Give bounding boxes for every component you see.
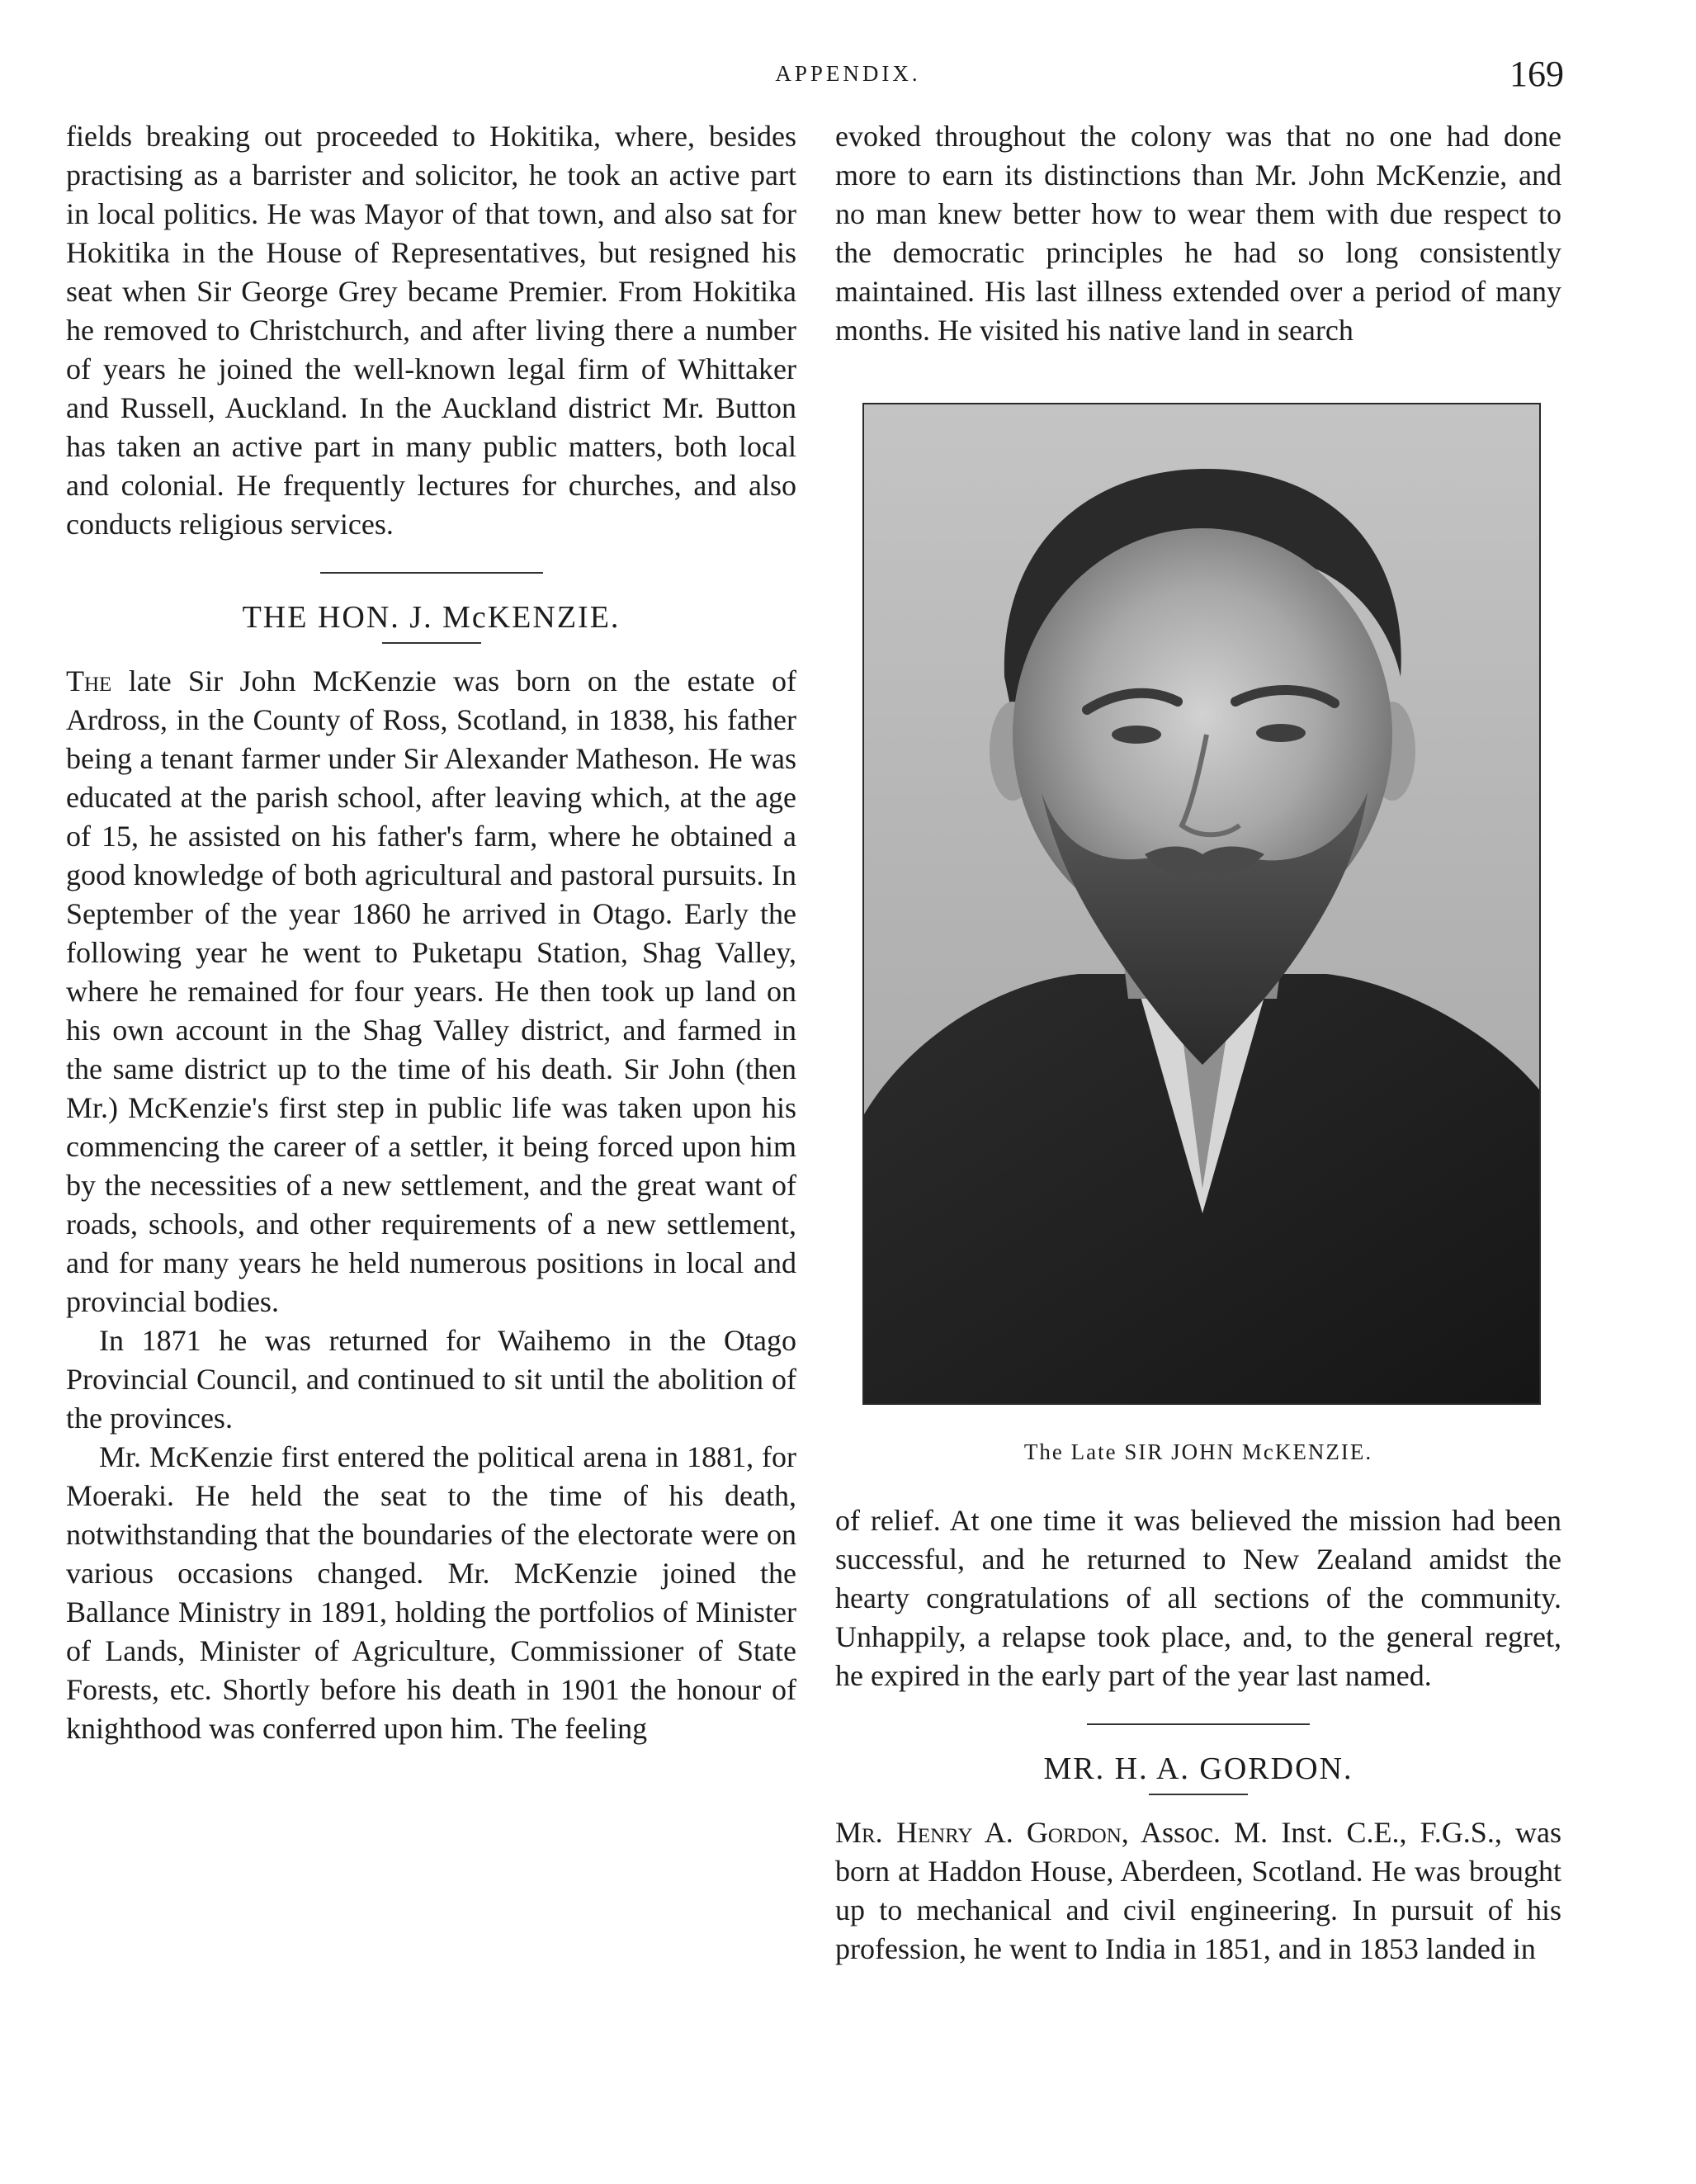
mckenzie-paragraph-1 (66, 662, 796, 1321)
mckenzie-continued-bottom: of relief. At one time it was believed the mission had been successful, and he returned to New Zealand amidst the hearty congratulations of all sections of the community. Unhappily, a relapse took place, and, to the general regret, he expired in the early part of the year last named. (835, 1504, 1561, 1692)
paragraph-body: Assoc. M. Inst. C.E., F.G.S., was born at Haddon House, Aberdeen, Scotland. He was brought up to mechanical and civil engineering. In pursuit of his profession, he went to India in 1851, and in 1853 landed in (835, 1816, 1561, 1965)
paragraph-lead-words: Mr. Henry A. Gordon, (835, 1816, 1129, 1849)
left-column (66, 117, 796, 1748)
button-biography-ending: fields breaking out proceeded to Hokitika, where, besides practising as a barrister and solicitor, he took an active part in local politics. He was Mayor of that town, and also sat for Hokitika in the House of Representatives, but resigned his seat when Sir George Grey became Premier. From Hokitika he removed to Christchurch, and after living there a number of years he joined the well-known legal firm of Whittaker and Russell, Auckland. In the Auckland district Mr. Button has taken an active part in many public matters, both local and colonial. He frequently lectures for churches, and also conducts religious services. (66, 120, 796, 541)
portrait-photo (862, 403, 1541, 1405)
paragraph-lead-word: The (66, 664, 112, 697)
portrait-illustration (864, 404, 1539, 1403)
heading-underline (1149, 1794, 1248, 1795)
running-title: APPENDIX. (775, 61, 921, 86)
right-column (835, 117, 1561, 1969)
section-divider (320, 572, 543, 574)
mckenzie-paragraph-3: Mr. McKenzie first entered the political arena in 1881, for Moeraki. He held the seat to the time of his death, notwithstanding that the boundaries of the electorate were on various occasions changed. Mr. McKenzie joined the Ballance Ministry in 1891, holding the portfolios of Minister of Lands, Minister of Agriculture, Commissioner of State Forests, etc. Shortly before his death in 1901 the honour of knighthood was conferred upon him. The feeling (66, 1440, 796, 1745)
gordon-section-heading: MR. H. A. GORDON. (1043, 1751, 1353, 1786)
running-head (0, 56, 1696, 97)
mckenzie-continued-top: evoked throughout the colony was that no one had done more to earn its distinctions than Mr. John McKenzie, and no man knew better how to wear them with due respect to the democratic principles he had so long consistently maintained. His last illness extended over a period of many months. He visited his native land in search (835, 120, 1561, 347)
gordon-paragraph (835, 1813, 1561, 1969)
paragraph-body: late Sir John McKenzie was born on the estate of Ardross, in the County of Ross, Scotland, in 1838, his father being a tenant farmer under Sir Alexander Matheson. He was educated at the parish school, after leaving which, at the age of 15, he assisted on his father's farm, where he obtained a good knowledge of both agricultural and pastoral pursuits. In September of the year 1860 he arrived in Otago. Early the following year he went to Puketapu Station, Shag Valley, where he remained for four years. He then took up land on his own account in the Shag Valley district, and farmed in the same district up to the time of his death. Sir John (then Mr.) McKenzie's first step in public life was taken upon his commencing the career of a settler, it being forced upon him by the necessities of a new settlement, and the great want of roads, schools, and other requirements of a new settlement, and for many years he held numerous positions in local and provincial bodies. (66, 664, 796, 1318)
section-divider (1087, 1723, 1310, 1725)
photo-caption: The Late SIR JOHN McKENZIE. (1023, 1439, 1373, 1464)
mckenzie-paragraph-2: In 1871 he was returned for Waihemo in the Otago Provincial Council, and continued to sit until the abolition of the provinces. (66, 1324, 796, 1435)
mckenzie-section-heading: THE HON. J. McKENZIE. (242, 600, 621, 635)
heading-underline (382, 642, 481, 644)
page-number: 169 (1509, 54, 1564, 94)
